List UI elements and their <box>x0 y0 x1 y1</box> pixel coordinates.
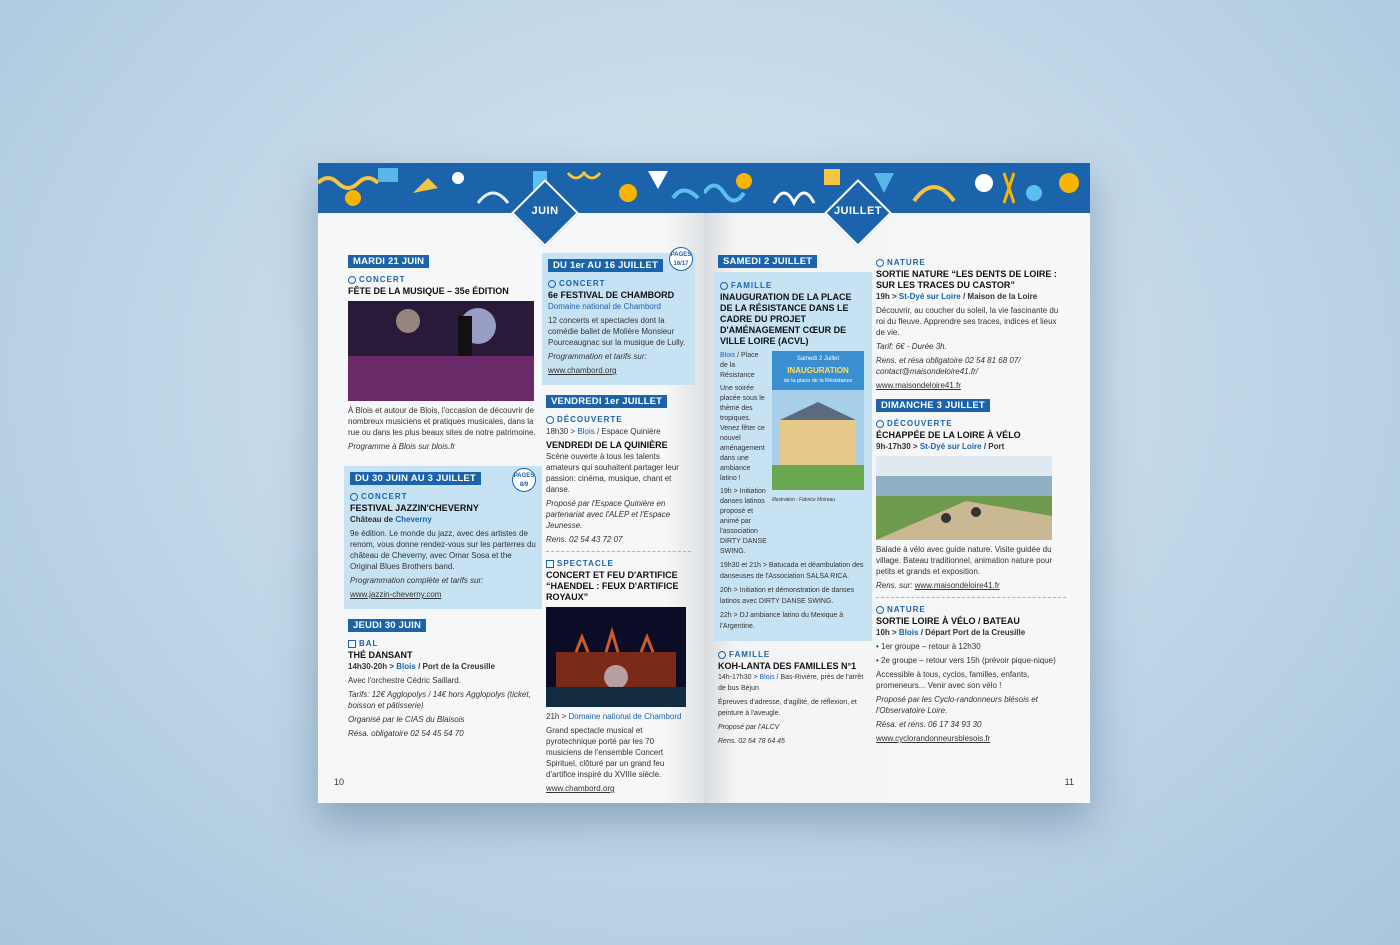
poster <box>772 351 864 560</box>
event-title: KOH-LANTA DES FAMILLES N°1 <box>718 661 857 671</box>
famille-icon <box>720 282 728 290</box>
event-side-text <box>720 351 768 560</box>
event-time-place: 14h30-20h > Blois / Port de la Creusille <box>348 662 495 671</box>
event-note: Programmation et tarifs sur: <box>548 352 647 361</box>
pages-badge: PAGES 16/17 <box>669 247 693 271</box>
event-text: Une soirée placée sous le thème des tropiques. Venez fêter ce nouvel aménagement dans une ambiance latino ! <box>720 385 765 482</box>
event-text: 9e édition. Le monde du jazz, avec des artistes de renom, vous donne rendez-vous sur les parterres du château de Cheverny, avec Omar Sosa et the Original Blues Brothers band. <box>350 529 536 571</box>
event-link[interactable]: www.jazzin-cheverny.com <box>350 590 442 599</box>
program-item: 20h > Initiation et démonstration de danses latinos avec DIRTY DANSE SWING. <box>720 587 855 605</box>
event-haendel <box>546 558 691 794</box>
event-place: Domaine national de Chambord <box>548 302 661 311</box>
brochure-spread <box>318 163 1090 803</box>
event-time-place: 21h > Domaine national de Chambord <box>546 712 682 721</box>
date-tag: DIMANCHE 3 JUILLET <box>876 399 990 412</box>
event-resa: Résa. et rens. 06 17 34 93 30 <box>876 720 982 729</box>
event-resa: Rens. sur: www.maisondeloire41.fr <box>876 581 1000 590</box>
category: NATURE <box>876 257 1066 268</box>
date-tag: SAMEDI 2 JUILLET <box>718 255 817 268</box>
category: CONCERT <box>548 278 689 289</box>
date-tag: JEUDI 30 JUIN <box>348 619 426 632</box>
event-title: FESTIVAL JAZZIN'CHEVERNY <box>350 503 479 513</box>
category: DÉCOUVERTE <box>546 414 691 425</box>
poster-credit: Illustration : Fabrice Moireau <box>772 497 836 503</box>
page-number: 10 <box>334 777 345 787</box>
bullet-item: • 2e groupe – retour vers 15h (prévoir pique-nique) <box>876 656 1056 665</box>
event-text: À Blois et autour de Blois, l'occasion de découvrir de nombreux musiciens et pratiques musicales, dans la rue ou dans les plus beaux sites de notre patrimoine. <box>348 406 536 437</box>
event-title: SORTIE LOIRE À VÉLO / BATEAU <box>876 616 1020 626</box>
event-the-dansant <box>348 619 538 739</box>
event-resa: Rens. et résa obligatoire 02 54 81 68 07/ contact@maisondeloire41.fr/ <box>876 356 1021 376</box>
event-link[interactable]: www.cyclorandonneursblesois.fr <box>876 734 991 743</box>
event-link[interactable]: www.chambord.org <box>548 366 617 375</box>
bullet-item: • 1er groupe – retour à 12h30 <box>876 642 981 651</box>
event-place: Château de Cheverny <box>350 515 432 524</box>
poster-title: INAUGURATION <box>787 366 849 375</box>
event-koh-lanta <box>718 649 868 747</box>
left-page <box>318 163 704 803</box>
target-icon <box>350 493 358 501</box>
cyclists-photo <box>876 456 1052 540</box>
event-tarifs: Tarif: 6€ - Durée 3h. <box>876 342 947 351</box>
spectacle-icon <box>546 560 554 568</box>
concert-crowd-photo <box>348 301 534 401</box>
right-page <box>704 163 1090 803</box>
month-label: JUILLET <box>833 205 883 217</box>
event-link[interactable]: www.chambord.org <box>546 784 615 793</box>
category: CONCERT <box>350 491 536 502</box>
event-resa: Rens. 02 54 43 72 07 <box>546 535 623 544</box>
divider <box>876 597 1066 598</box>
famille-icon <box>718 651 726 659</box>
category: SPECTACLE <box>546 558 691 569</box>
event-jazzin-cheverny <box>344 466 542 609</box>
event-org: Proposé par l'ALCV <box>718 724 780 731</box>
category: CONCERT <box>348 274 538 285</box>
divider <box>546 551 691 552</box>
event-title: THÉ DANSANT <box>348 650 413 660</box>
location-pin-icon <box>876 606 884 614</box>
date-tag: DU 30 JUIN AU 3 JUILLET <box>350 472 481 485</box>
left-column-1 <box>348 255 538 742</box>
poster-illustration <box>772 390 864 490</box>
event-title: FÊTE DE LA MUSIQUE – 35e ÉDITION <box>348 286 509 296</box>
category: BAL <box>348 638 538 649</box>
poster-date: Samedi 2 Juillet <box>796 356 840 362</box>
event-org: Organisé par le CIAS du Blaisois <box>348 715 465 724</box>
search-icon <box>876 420 884 428</box>
bal-icon <box>348 640 356 648</box>
event-time-place: 19h > St-Dyé sur Loire / Maison de la Loire <box>876 292 1038 301</box>
event-text: Balade à vélo avec guide nature. Visite guidée du village. Bateau traditionnel, animation nature pour petits et grands et exposition. <box>876 545 1053 576</box>
event-time-place: 18h30 > Blois / Espace Quinière <box>546 427 661 436</box>
event-title: INAUGURATION DE LA PLACE DE LA RÉSISTANCE DANS LE CADRE DU PROJET D'AMÉNAGEMENT CŒUR DE VILLE LOIRE (ACVL) <box>720 292 852 346</box>
event-title: VENDREDI DE LA QUINIÈRE <box>546 440 668 450</box>
event-text: 12 concerts et spectacles dont la comédie ballet de Molière Monsieur Pourceaugnac sur la musique de Lully. <box>548 316 686 347</box>
event-tarifs: Tarifs: 12€ Agglopolys / 14€ hors Agglopolys (ticket, boisson et pâtisserie) <box>348 690 531 710</box>
month-label: JUIN <box>531 205 559 217</box>
page-number: 11 <box>1064 777 1074 787</box>
category: FAMILLE <box>720 280 866 291</box>
event-time-place: 14h-17h30 > Blois / Bas-Rivière, près de l'arrêt de bus Béjun <box>718 674 864 692</box>
date-tag: MARDI 21 JUIN <box>348 255 429 268</box>
event-body <box>720 351 866 560</box>
event-note: Programmation complète et tarifs sur: <box>350 576 484 585</box>
event-title: CONCERT ET FEU D'ARTIFICE “HAENDEL : FEUX D'ARTIFICE ROYAUX” <box>546 570 679 602</box>
event-org: Proposé par les Cyclo-randonneurs blésois et l'Observatoire Loire. <box>876 695 1038 715</box>
event-dents-de-loire <box>876 257 1066 391</box>
right-column-1 <box>718 255 868 750</box>
event-place: Blois / Place de la Résistance <box>720 352 759 379</box>
category: FAMILLE <box>718 649 868 660</box>
event-text: Scène ouverte à tous les talents amateurs qui souhaitent partager leur passion: cinéma, musique, chant et danse. <box>546 452 679 494</box>
search-icon <box>546 416 554 424</box>
program-item: 22h > DJ ambiance latino du Mexique à l'Argentine. <box>720 612 844 630</box>
event-text: Avec l'orchestre Cédric Saillard. <box>348 676 461 685</box>
location-pin-icon <box>876 259 884 267</box>
date-tag: DU 1er AU 16 JUILLET <box>548 259 663 272</box>
pages-badge: PAGES 8/9 <box>512 468 536 492</box>
event-festival-chambord <box>542 253 695 385</box>
event-vendredi-quiniere <box>546 395 691 545</box>
event-text: Découvrir, au coucher du soleil, la vie fascinante du roi du fleuve. Apprendre ses traces, indices et lieux de vie. <box>876 306 1059 337</box>
poster-subtitle: de la place de la Résistance <box>783 378 853 384</box>
target-icon <box>348 276 356 284</box>
fireworks-photo <box>546 607 686 707</box>
poster-header <box>772 351 864 390</box>
event-loire-velo-bateau <box>876 604 1066 744</box>
event-title: ÉCHAPPÉE DE LA LOIRE À VÉLO <box>876 430 1021 440</box>
event-text: Épreuves d'adresse, d'agilité, de réflexion, et peinture à l'aveugle. <box>718 699 857 717</box>
target-icon <box>548 280 556 288</box>
category: DÉCOUVERTE <box>876 418 1066 429</box>
event-title: SORTIE NATURE “LES DENTS DE LOIRE : SUR LES TRACES DU CASTOR” <box>876 269 1057 290</box>
program-item: 19h > Initiation danses latinos proposé et animé par l'association DIRTY DANSE SWING. <box>720 488 767 555</box>
event-echappee-loire <box>876 399 1066 591</box>
left-column-2 <box>546 252 692 797</box>
date-tag: VENDREDI 1er JUILLET <box>546 395 667 408</box>
category: NATURE <box>876 604 1066 615</box>
event-time-place: 10h > Blois / Départ Port de la Creusille <box>876 628 1026 637</box>
event-link[interactable]: www.maisondeloire41.fr <box>876 381 961 390</box>
program-item: 19h30 et 21h > Batucada et déambulation des danseuses de l'Association SALSA RICA. <box>720 562 864 580</box>
event-inauguration <box>714 272 872 641</box>
event-resa: Résa. obligatoire 02 54 45 54 70 <box>348 729 464 738</box>
event-org: Proposé par l'Espace Quinière en partenariat avec l'ALEP et l'Espace Jeunesse. <box>546 499 671 530</box>
event-text: Accessible à tous, cyclos, familles, enfants, promeneurs... Venir avec son vélo ! <box>876 670 1030 690</box>
event-note: Programme à Blois sur blois.fr <box>348 442 456 451</box>
right-column-2 <box>876 255 1066 747</box>
event-fete-musique <box>348 255 538 452</box>
event-time-place: 9h-17h30 > St-Dyé sur Loire / Port <box>876 442 1005 451</box>
event-resa: Rens. 02 54 78 64 45 <box>718 738 785 745</box>
event-text: Grand spectacle musical et pyrotechnique porté par les 70 musiciens de l'ensemble Concert Spirituel, clôturé par un grand feu d'artifice inspiré du XVIIIe siècle. <box>546 726 665 779</box>
event-title: 6e FESTIVAL DE CHAMBORD <box>548 290 675 300</box>
